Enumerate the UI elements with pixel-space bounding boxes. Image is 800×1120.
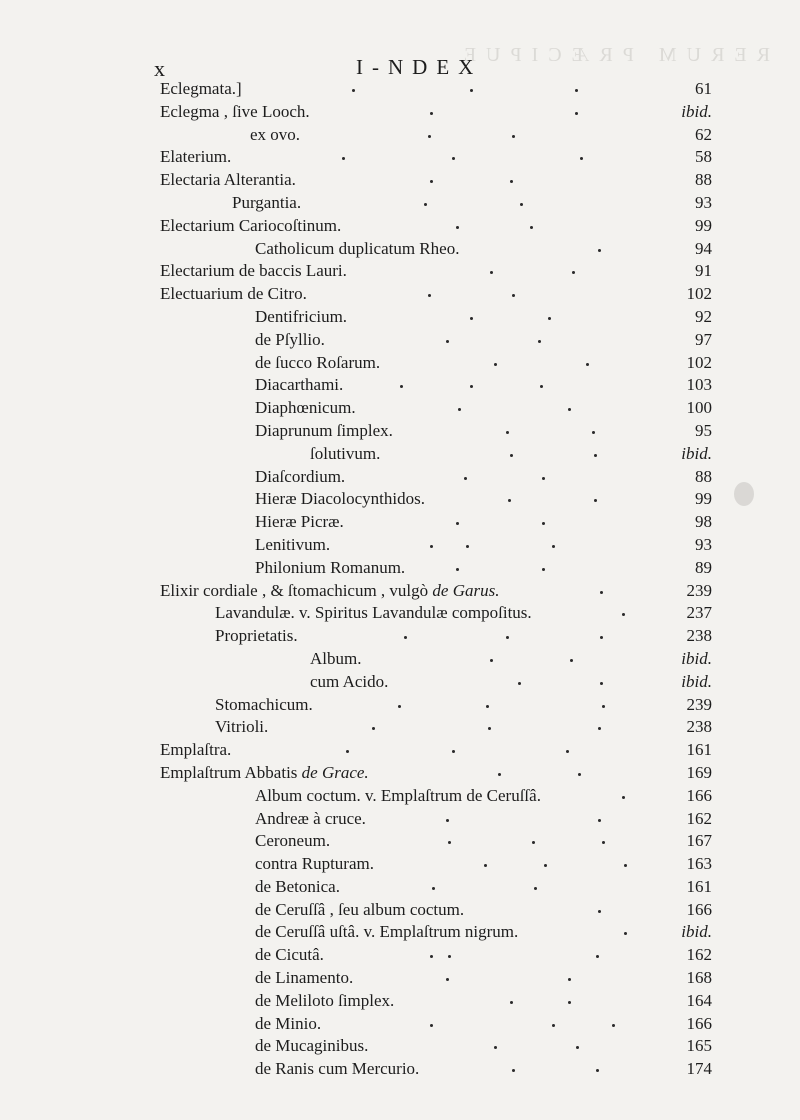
index-entry bbox=[0, 283, 800, 306]
leader-dot bbox=[342, 157, 345, 160]
entry-page-ref: 161 bbox=[686, 740, 712, 760]
entry-text bbox=[160, 580, 499, 603]
index-entry bbox=[0, 557, 800, 580]
leader-dot bbox=[428, 135, 431, 138]
entry-text: Album coctum. v. Emplaſtrum de Ceruſſâ. bbox=[255, 785, 541, 805]
index-entry bbox=[0, 238, 800, 261]
leader-dot bbox=[498, 773, 501, 776]
entry-text: de Linamento. bbox=[255, 968, 354, 988]
leader-dot bbox=[580, 157, 583, 160]
entry-text: Lenitivum. bbox=[255, 534, 331, 554]
index-entry bbox=[0, 306, 800, 329]
index-entry bbox=[0, 694, 800, 717]
leader-dot bbox=[568, 1001, 571, 1004]
leader-dot bbox=[598, 249, 601, 252]
entry-text: Album. bbox=[310, 648, 362, 668]
entry-page-ref: 239 bbox=[686, 694, 712, 714]
leader-dot bbox=[506, 636, 509, 639]
index-entry bbox=[0, 1058, 800, 1081]
index-entry bbox=[0, 899, 800, 922]
entry-text: Hieræ Picræ. bbox=[255, 512, 344, 532]
leader-dot bbox=[512, 135, 515, 138]
leader-dot bbox=[488, 727, 491, 730]
page-title: I-NDEX bbox=[356, 55, 483, 79]
entry-page-ref: 174 bbox=[686, 1059, 712, 1079]
index-entry bbox=[0, 876, 800, 899]
entry-text: de Mucaginibus. bbox=[255, 1036, 369, 1056]
index-entry bbox=[0, 1013, 800, 1036]
leader-dot bbox=[518, 682, 521, 685]
entry-text: Electaria Alterantia. bbox=[160, 170, 296, 190]
leader-dot bbox=[600, 682, 603, 685]
index-entry bbox=[0, 853, 800, 876]
index-entry bbox=[0, 808, 800, 831]
entry-text: Andreæ à cruce. bbox=[255, 808, 366, 828]
leader-dot bbox=[352, 89, 355, 92]
entry-page-ref: 97 bbox=[695, 329, 712, 349]
entry-page-ref: 237 bbox=[686, 603, 712, 623]
entry-text: Eclegmata.] bbox=[160, 79, 242, 98]
leader-dot bbox=[466, 545, 469, 548]
entry-page-ref: 92 bbox=[695, 306, 712, 326]
leader-dot bbox=[624, 864, 627, 867]
leader-dot bbox=[575, 112, 578, 115]
entry-text: de Cicutâ. bbox=[255, 945, 324, 965]
entry-text: de Ranis cum Mercurio. bbox=[255, 1059, 420, 1079]
leader-dot bbox=[594, 499, 597, 502]
leader-dot bbox=[372, 727, 375, 730]
leader-dot bbox=[346, 750, 349, 753]
index-entry bbox=[0, 352, 800, 375]
leader-dot bbox=[398, 705, 401, 708]
entry-page-ref: 169 bbox=[686, 762, 712, 782]
entry-text: cum Acido. bbox=[310, 671, 389, 691]
bleed-through-text: RERUM PRÆCIPUE bbox=[453, 44, 770, 66]
entry-page-ref: 58 bbox=[695, 147, 712, 167]
entry-page-ref: 165 bbox=[686, 1036, 712, 1056]
index-entry bbox=[0, 944, 800, 967]
index-entry bbox=[0, 488, 800, 511]
entry-page-ref: 99 bbox=[695, 489, 712, 509]
leader-dot bbox=[452, 750, 455, 753]
leader-dot bbox=[486, 705, 489, 708]
leader-dot bbox=[544, 864, 547, 867]
index-entry bbox=[0, 329, 800, 352]
leader-dot bbox=[456, 522, 459, 525]
entry-page-ref: ibid. bbox=[681, 922, 712, 942]
index-entry bbox=[0, 762, 800, 785]
entry-text: ſolutivum. bbox=[310, 443, 381, 463]
index-entry bbox=[0, 671, 800, 694]
entry-text: ex ovo. bbox=[250, 124, 301, 144]
leader-dot bbox=[530, 226, 533, 229]
entry-italic-text: de Garus. bbox=[432, 580, 500, 600]
entry-page-ref: ibid. bbox=[681, 648, 712, 668]
entry-page-ref: 161 bbox=[686, 876, 712, 896]
leader-dot bbox=[596, 955, 599, 958]
leader-dot bbox=[510, 1001, 513, 1004]
leader-dot bbox=[430, 112, 433, 115]
entry-text: Dentifricium. bbox=[255, 306, 348, 326]
leader-dot bbox=[576, 1046, 579, 1049]
entry-text: de Pſyllio. bbox=[255, 329, 325, 349]
leader-dot bbox=[456, 568, 459, 571]
leader-dot bbox=[470, 385, 473, 388]
entry-page-ref: 238 bbox=[686, 626, 712, 646]
leader-dot bbox=[512, 294, 515, 297]
index-entry bbox=[0, 466, 800, 489]
entry-page-ref: 166 bbox=[686, 1013, 712, 1033]
entry-text bbox=[160, 762, 369, 785]
leader-dot bbox=[568, 978, 571, 981]
leader-dot bbox=[490, 271, 493, 274]
entry-text: Hieræ Diacolocynthidos. bbox=[255, 489, 425, 509]
index-entry bbox=[0, 146, 800, 169]
entry-page-ref: 95 bbox=[695, 420, 712, 440]
entry-page-ref: 102 bbox=[686, 352, 712, 372]
entry-page-ref: 89 bbox=[695, 557, 712, 577]
entry-page-ref: 62 bbox=[695, 124, 712, 144]
entry-page-ref: 166 bbox=[686, 785, 712, 805]
entry-page-ref: 99 bbox=[695, 215, 712, 235]
entry-page-ref: 91 bbox=[695, 261, 712, 281]
index-entry bbox=[0, 443, 800, 466]
leader-dot bbox=[575, 89, 578, 92]
leader-dot bbox=[520, 203, 523, 206]
leader-dot bbox=[448, 955, 451, 958]
leader-dot bbox=[594, 454, 597, 457]
leader-dot bbox=[622, 613, 625, 616]
entry-page-ref: 100 bbox=[686, 398, 712, 418]
leader-dot bbox=[542, 568, 545, 571]
leader-dot bbox=[602, 705, 605, 708]
leader-dot bbox=[446, 978, 449, 981]
entry-text: Vitrioli. bbox=[215, 717, 269, 737]
entry-page-ref: 98 bbox=[695, 512, 712, 532]
leader-dot bbox=[470, 317, 473, 320]
leader-dot bbox=[510, 454, 513, 457]
leader-dot bbox=[542, 477, 545, 480]
index-entry bbox=[0, 374, 800, 397]
entry-text: Elaterium. bbox=[160, 147, 232, 167]
index-entry bbox=[0, 420, 800, 443]
entry-italic-text: de Grace. bbox=[301, 762, 369, 782]
leader-dot bbox=[448, 841, 451, 844]
entry-page-ref: 93 bbox=[695, 192, 712, 212]
entry-page-ref: 163 bbox=[686, 854, 712, 874]
index-entry bbox=[0, 511, 800, 534]
entry-text: Diaphœnicum. bbox=[255, 398, 356, 418]
index-entry bbox=[0, 921, 800, 944]
index-entry bbox=[0, 625, 800, 648]
entry-main-text: Elixir cordiale , & ſtomachicum , vulgò bbox=[160, 580, 429, 600]
page-number: x bbox=[154, 56, 165, 81]
leader-dot bbox=[534, 887, 537, 890]
leader-dot bbox=[446, 819, 449, 822]
entry-page-ref: 167 bbox=[686, 831, 712, 851]
leader-dot bbox=[566, 750, 569, 753]
entry-text: Electarium Cariocoſtinum. bbox=[160, 215, 342, 235]
entry-page-ref: 162 bbox=[686, 808, 712, 828]
index-entry bbox=[0, 124, 800, 147]
entry-main-text: Emplaſtrum Abbatis bbox=[160, 762, 298, 782]
entry-text: Electarium de baccis Lauri. bbox=[160, 261, 347, 281]
leader-dot bbox=[428, 294, 431, 297]
entry-text: Diacarthami. bbox=[255, 375, 344, 395]
leader-dot bbox=[446, 340, 449, 343]
leader-dot bbox=[598, 819, 601, 822]
index-entry bbox=[0, 830, 800, 853]
index-entry bbox=[0, 534, 800, 557]
entry-text: de Ceruſſâ uſtâ. v. Emplaſtrum nigrum. bbox=[255, 922, 519, 942]
leader-dot bbox=[540, 385, 543, 388]
leader-dot bbox=[578, 773, 581, 776]
index-entry bbox=[0, 169, 800, 192]
leader-dot bbox=[622, 796, 625, 799]
leader-dot bbox=[552, 545, 555, 548]
entry-text: de Ceruſſâ , ſeu album coctum. bbox=[255, 899, 465, 919]
entry-text: Purgantia. bbox=[232, 192, 302, 212]
leader-dot bbox=[456, 226, 459, 229]
entry-text: Electuarium de Citro. bbox=[160, 284, 307, 304]
leader-dot bbox=[494, 1046, 497, 1049]
entry-text: de Betonica. bbox=[255, 876, 340, 896]
leader-dot bbox=[568, 408, 571, 411]
index-entry bbox=[0, 101, 800, 124]
index-entry bbox=[0, 78, 800, 101]
entry-page-ref: 162 bbox=[686, 945, 712, 965]
entry-page-ref: 102 bbox=[686, 284, 712, 304]
index-entry bbox=[0, 580, 800, 603]
index-entry bbox=[0, 260, 800, 283]
entry-text: de Minio. bbox=[255, 1013, 322, 1033]
leader-dot bbox=[542, 522, 545, 525]
leader-dot bbox=[490, 659, 493, 662]
leader-dot bbox=[600, 636, 603, 639]
index-entries bbox=[0, 78, 800, 1081]
entry-page-ref: 239 bbox=[686, 580, 712, 600]
entry-page-ref: 94 bbox=[695, 238, 712, 258]
index-entry bbox=[0, 602, 800, 625]
entry-text: Proprietatis. bbox=[215, 626, 298, 646]
index-entry bbox=[0, 990, 800, 1013]
leader-dot bbox=[596, 1069, 599, 1072]
leader-dot bbox=[400, 385, 403, 388]
leader-dot bbox=[424, 203, 427, 206]
leader-dot bbox=[624, 932, 627, 935]
index-entry bbox=[0, 215, 800, 238]
leader-dot bbox=[430, 955, 433, 958]
leader-dot bbox=[532, 841, 535, 844]
leader-dot bbox=[572, 271, 575, 274]
index-entry bbox=[0, 1035, 800, 1058]
leader-dot bbox=[552, 1024, 555, 1027]
entry-text: Ceroneum. bbox=[255, 831, 331, 851]
leader-dot bbox=[430, 545, 433, 548]
leader-dot bbox=[548, 317, 551, 320]
entry-text: Lavandulæ. v. Spiritus Lavandulæ compoſitus. bbox=[215, 603, 532, 623]
leader-dot bbox=[512, 1069, 515, 1072]
leader-dot bbox=[430, 180, 433, 183]
entry-text: Emplaſtra. bbox=[160, 740, 232, 760]
leader-dot bbox=[452, 157, 455, 160]
entry-text: Catholicum duplicatum Rheo. bbox=[255, 238, 460, 258]
leader-dot bbox=[464, 477, 467, 480]
entry-page-ref: 164 bbox=[686, 990, 712, 1010]
leader-dot bbox=[458, 408, 461, 411]
entry-page-ref: 88 bbox=[695, 466, 712, 486]
leader-dot bbox=[598, 727, 601, 730]
index-entry bbox=[0, 785, 800, 808]
leader-dot bbox=[508, 499, 511, 502]
leader-dot bbox=[600, 591, 603, 594]
entry-text: Stomachicum. bbox=[215, 694, 313, 714]
entry-page-ref: ibid. bbox=[681, 101, 712, 121]
leader-dot bbox=[494, 363, 497, 366]
entry-page-ref: 238 bbox=[686, 717, 712, 737]
index-entry bbox=[0, 192, 800, 215]
leader-dot bbox=[602, 841, 605, 844]
leader-dot bbox=[598, 910, 601, 913]
leader-dot bbox=[430, 1024, 433, 1027]
entry-page-ref: 93 bbox=[695, 534, 712, 554]
entry-page-ref: 88 bbox=[695, 170, 712, 190]
leader-dot bbox=[612, 1024, 615, 1027]
entry-page-ref: ibid. bbox=[681, 671, 712, 691]
leader-dot bbox=[586, 363, 589, 366]
index-entry bbox=[0, 648, 800, 671]
index-entry bbox=[0, 739, 800, 762]
entry-text: contra Rupturam. bbox=[255, 854, 374, 874]
entry-page-ref: 61 bbox=[695, 79, 712, 98]
leader-dot bbox=[506, 431, 509, 434]
index-entry bbox=[0, 716, 800, 739]
leader-dot bbox=[404, 636, 407, 639]
leader-dot bbox=[510, 180, 513, 183]
leader-dot bbox=[470, 89, 473, 92]
entry-text: Eclegma , ſive Looch. bbox=[160, 101, 310, 121]
entry-page-ref: ibid. bbox=[681, 443, 712, 463]
index-entry bbox=[0, 967, 800, 990]
leader-dot bbox=[484, 864, 487, 867]
leader-dot bbox=[432, 887, 435, 890]
leader-dot bbox=[570, 659, 573, 662]
entry-page-ref: 103 bbox=[686, 375, 712, 395]
entry-page-ref: 168 bbox=[686, 968, 712, 988]
entry-text: Philonium Romanum. bbox=[255, 557, 406, 577]
leader-dot bbox=[538, 340, 541, 343]
index-entry bbox=[0, 397, 800, 420]
entry-text: de ſucco Roſarum. bbox=[255, 352, 381, 372]
entry-text: Diaſcordium. bbox=[255, 466, 346, 486]
entry-page-ref: 166 bbox=[686, 899, 712, 919]
leader-dot bbox=[592, 431, 595, 434]
entry-text: Diaprunum ſimplex. bbox=[255, 420, 393, 440]
entry-text: de Meliloto ſimplex. bbox=[255, 990, 395, 1010]
